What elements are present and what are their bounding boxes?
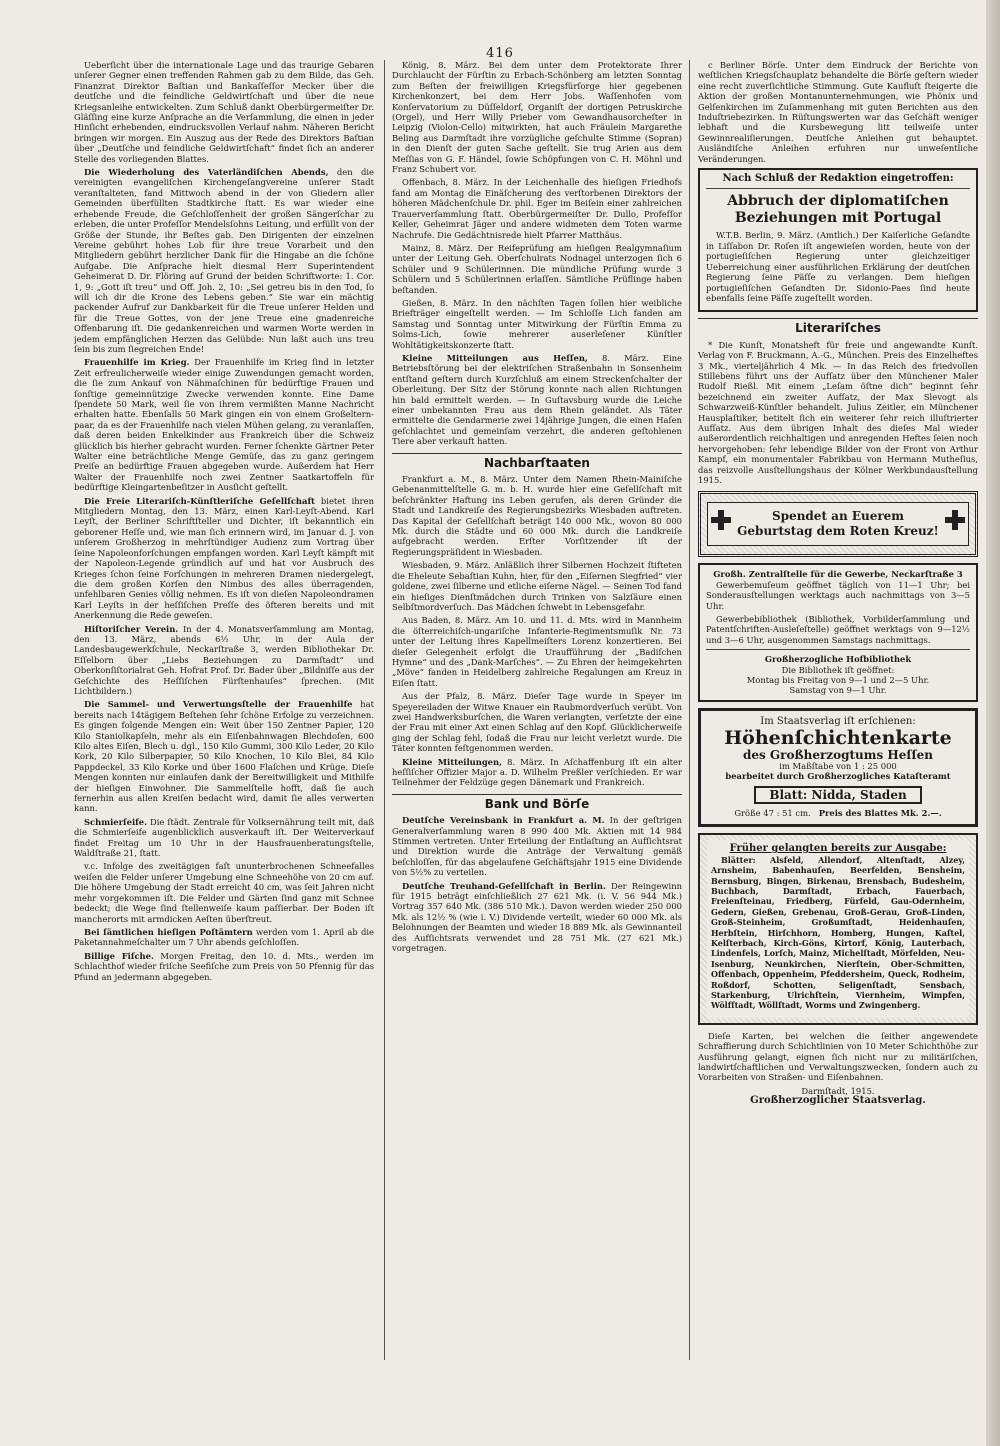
article-heading: Deutſche Vereinsbank in Frankfurt a. M. [402,815,605,826]
article-text: Dieſe Karten, bei welchen die ſeither angewendete Schraffierung durch Schichtlinien von 10 Meter Schichthöhe zur Ausführung gelangt, eignen ſich nicht nur zu militäriſchen, landwirtſchaftlichen und Verwaltungszwecken, ſondern auch zu Vorarbeiten von Straßen- und Eiſenbahnen. [698,1030,978,1083]
notice-text: Montag bis Freitag von 9—1 und 2—5 Uhr. [746,675,930,686]
publisher: Großherzoglicher Staatsverlag. [750,1095,926,1107]
cross-icon [945,510,965,530]
article-text: Frankfurt a. M., 8. März. Unter dem Namen Rhein-Mainiſche Gebenanmittelſtelle G. m. b. H. wurde hier eine Geſellſchaft mit beſchränkter Haftung ins Leben gerufen, als deren Gründer die Stadt und Landkreiſe des Regierungsbezirks Wiesbaden auftreten. Das Kapital der Geſellſchaft beträgt 140 000 Mk., wovon 80 000 Mk. durch die Städte und 60 000 Mk. durch die Landkreiſe aufgebracht werden. Erſter Vorſitzender iſt der Regierungspräſident in Wiesbaden. [392,474,682,557]
article-heading: Hiſtoriſcher Verein. [84,623,179,634]
article-heading: Kleine Mitteilungen aus Heſſen, [402,352,588,363]
article-text: hat bereits nach 14tägigem Beſtehen ſehr ſchöne Erfolge zu verzeichnen. Es gingen folgende Mengen ein: Weit über 150 Zentner Papier, 120 Kilo Staniolkapſeln, mehr als ein Eiſenbahnwagen Blechdoſen, 600 Kilo altes Eiſen, Blech u. dgl., 150 Kilo Gummi, 300 Kilo Leder, 20 Kilo Kork, 20 Kilo Silberpapier, 50 Kilo Knochen, 10 Kilo Blei, 84 Kilo Pappdeckel, 33 Kilo Korke und über 1600 Flaſchen und Krüge. Dieſe Mengen konnten nur einlaufen dank der Bereitwilligkeit und Mithilfe der hieſigen Einwohner. Die Sammelſtelle hofft, daß ſie auch fernerhin aus allen Kreiſen bedacht wird, damit ſie alles verwerten kann. [74,699,374,814]
column-rule [689,60,690,1360]
article-text: Mainz, 8. März. Der Reifeprüfung am hieſigen Realgymnaſium unter der Leitung Geh. Oberſchulrats Nodnagel unterzogen ſich 6 Schüler und 9 Schülerinnen. Die mündliche Prüfung wurde 3 Schülern und 5 Schülerinnen erlaſſen. Sämtliche Prüflinge haben beſtanden. [392,242,682,295]
scan-edge [986,0,1000,1446]
article-text: Die ſtädt. Zentrale für Volksernährung teilt mit, daß die Schmierſeife augenblicklich ausverkauft iſt. Der Weiterverkauf findet Freitag um 10 Uhr in der Hausfrauenberatungsſtelle, Waldſtraße 21, ſtatt. [74,816,374,859]
article-text: Ueberſicht über die internationale Lage und das traurige Gebaren unſerer Gegner einen treffenden Rahmen gab zu dem Bilde, das Geh. Finanzrat Direktor Baſtian und Bankaſſeſſor Mecker über die deutſche und die feindliche Geldwirtſchaft und über die neue Kriegsanleihe entwickelten. Zum Schluß dankt Oberbürgermeiſter Dr. Gläſſing eine kurze Anſprache an die Verſammlung, die einen in jeder Hinſicht erhebenden, eindrucksvollen Verlauf nahm. Näheren Bericht bringen wir morgen. Ein Auszug aus der Rede des Direktors Baſtian über „Deutſche und feindliche Geldwirtſchaft“ findet ſich an anderer Stelle des vorliegenden Blattes. [74,60,374,164]
ad-size: Größe 47 : 51 cm. [734,807,811,818]
column-rule [384,60,385,1360]
place-date: Darmſtadt, 1915. [801,1085,875,1096]
article-text: v.c. Infolge des zweitägigen faſt ununterbrochenen Schneefalles weiſen die Felder unſerer Umgebung eine Schneehöhe von 20 cm auf. Die höhere Umgebung der Stadt erreicht 40 cm, was ſeit Jahren nicht mehr vorgekommen iſt. Die Felder und Gärten ſind ganz mit Schnee bedeckt; die Wege ſind ſtellenweiſe kaum paſſierbar. Der Boden iſt mancherorts mit armdicken Aeſten überſtreut. [74,861,374,924]
notice-text: Die Bibliothek iſt geöffnet: [781,664,895,675]
map-advertisement [698,708,978,827]
ad-sheet: Blatt: Nidda, Staden [754,786,922,804]
article-text: Offenbach, 8. März. In der Leichenhalle des hieſigen Friedhofs fand am Montag die Einäſcherung des verſtorbenen Direktors der höheren Mädchenſchule Dr. phil. Eger im Beiſein einer zahlreichen Trauerverſammlung ſtatt. Oberbürgermeiſter Dr. Dullo, Profeſſor Keller, Geheimrat Jäger und andere widmeten dem Toten warme Nachrufe. Die Gedächtnisrede hielt Pfarrer Matthäus. [392,177,682,240]
zentral-notice [698,563,978,701]
section-heading: Bank und Börſe [392,794,682,809]
ad-intro: Im Staatsverlag iſt erſchienen: [760,715,916,727]
notice-heading: Großh. Zentralſtelle für die Gewerbe, Neckarſtraße 3 [713,569,963,580]
notice-heading: Großherzogliche Hofbibliothek [764,654,912,665]
article-text: Aus Baden, 8. März. Am 10. und 11. d. Mts. wird in Mannheim die öſterreichiſch-ungariſche Infanterie-Regimentsmuſik Nr. 73 unter der Leitung ihres Kapellmeiſters Lorenz konzertieren. Bei dieſer Gelegenheit erfolgt die Uraufführung der „Badiſchen Hymne“ und des „Dank-Marſches“. — Zu Ehren der heimgekehrten „Möve“ fanden in Heidelberg zahlreiche Regalungen am Kreuz in Eiſen ſtatt. [392,615,682,688]
article-heading: Die Freie Literariſch-Künſtleriſche Geſellſchaft [84,495,315,506]
article-text: Aus der Pfalz, 8. März. Dieſer Tage wurde in Speyer im Speyereiladen der Witwe Knauer ein Raubmordverſuch verübt. Von zwei Handwerksburſchen, die Waren verlangten, verſetzte der eine der Frau mit einer Axt einen Schlag auf den Kopf. Glücklicherweiſe ging der Schlag fehl, ſodaß die Frau nur leicht verletzt wurde. Die Täter konnten feſtgenommen werden. [392,691,682,754]
article-text: werden vom 1. April ab die Paketannahmeſchalter um 7 Uhr abends geſchloſſen. [74,926,374,948]
red-cross-ad [698,491,978,557]
notice-text: Samstag von 9—1 Uhr. [789,685,887,696]
article-text: In der 4. Monatsverſammlung am Montag, den 13. März, abends 6½ Uhr, in der Aula der Landesbaugewerkſchule, Neckarſtraße 3, werden Bibliothekar Dr. Eſſelborn über „Liebs Beziehungen zu Darmſtadt“ und Oberkonſiſtorialrat Geh. Hofrat Prof. Dr. Bader über „Bildniſſe aus der Geſchichte des Heſſiſchen Fürſtenhauſes“ ſprechen. (Mit Lichtbildern.) [74,623,374,696]
earlier-issues-box [698,833,978,1025]
article-heading: Die Wiederholung des Vaterländiſchen Abends, [84,167,329,178]
article-text: Der Frauenhilfe im Krieg ſind in letzter Zeit erfreulicherweiſe wieder einige Zuwendungen gemacht worden, die ſie zum Ankauf von Nähmaſchinen für bedürftige Frauen und ſonſtige gemeinnützige Zwecke verwenden konnte. Eine Dame ſpendete 50 Mark, weil ſie von ihrem vermißten Manne Nachricht erhalten hatte. Ebenſalls 50 Mark gingen ein von einem Großelternpaar, da es der Frauenhilfe nach vielen Mühen gelang, zu veranlaſſen, daß deren beiden Enkelkinder aus Frankreich über die Schweiz glücklich bis hierher gebracht wurden. Ferner ſchenkte Gärtner Peter Walter eine beträchtliche Menge Gemüſe, das zu ganz geringem Preiſe an bedürftige Frauen abgegeben wurde. Außerdem hat Herr Walter der Frauenhilfe noch zwei Zentner Saatkartoffeln für bedürftige Kleingartenbeſitzer in Ausſicht geſtellt. [74,357,374,493]
article-text: Der Reingewinn für 1915 beträgt einſchließlich 27 621 Mk. (i. V. 56 944 Mk.) Vortrag 357 640 Mk. (386 510 Mk.). Davon werden wieder 250 000 Mk. als 12½ % (wie i. V.) Dividende verteilt, wieder 60 000 Mk. als Belohnungen der Beamten und wieder 18 889 Mk. als Gewinnanteil des Aufſichtsrats verwendet und 28 751 Mk. (27 621 Mk.) vorgetragen. [392,880,682,954]
article-heading: Bei ſämtlichen hieſigen Poſtämtern [84,926,253,937]
article-text: * Die Kunſt, Monatsheft für freie und angewandte Kunſt. Verlag von F. Bruckmann, A.-G., München. Preis des Einzelheftes 3 Mk., vierteljährlich 4 Mk. — In das Reich des friedvollen Stillebens führt uns der Aufſatz über den Münchener Maler Rudolf Rießl. Mit einem „Leſam öſtne dich“ beginnt ſehr bezeichnend ein zweiter Aufſatz, der Max Slevogt als Schwarzweiß-Künſtler behandelt. Julius Zeitler, ein Münchener Hausplaſtiker, betitelt ſich ein weiterer ſehr reich illuſtrierter Aufſatz. Aus dem übrigen Inhalt des dieſes Mal wieder außerordentlich reichhaltigen und anregenden Heftes ſeien noch hervorgehoben: ſehr lebendige Bilder von der Front von Arthur Kampf, ein monumentaler Fabrikbau von Hermann Mutheſius, das reizvolle Ausſtellungshaus der Kölner Werkbundausſtellung 1915. [698,339,978,485]
article-heading: Deutſche Treuhand-Geſellſchaft in Berlin. [402,880,606,891]
article-heading: Kleine Mitteilungen, [402,756,503,767]
article-text: Morgen Freitag, den 10. d. Mts., werden im Schlachthof wieder friſche Seefiſche zum Preis von 50 Pfennig für das Pfund an jedermann abgegeben. [74,950,374,982]
article-heading: Die Sammel- und Verwertungsſtelle der Frauenhilfe [84,699,353,710]
notice-text: Gewerbebibliothek (Bibliothek, Vorbilderſammlung und Patentſchriften-Ausleſeſtelle) geöffnet werktags von 9—12½ und 3—6 Uhr, ausgenommen Samstags nachmittags. [706,614,970,645]
column-2 [392,60,682,1365]
ad-subtitle: des Großherzogtums Heſſen [742,748,934,763]
article-heading: Billige Fiſche. [84,950,154,961]
column-3 [698,60,978,1365]
article-heading: Schmierſeife. [84,816,147,827]
ad-author: bearbeitet durch Großherzogliches Kataſteramt [725,771,951,782]
ad-price: Preis des Blattes Mk. 2.—. [818,807,942,818]
article-text: bietet ihren Mitgliedern Montag, den 13. März, einen Karl-Leyſt-Abend. Karl Leyſt, der Berliner Schriftſteller und Dichter, iſt bekanntlich ein geborener Heſſe und, wie man ſich erinnern wird, im Januar d. J. von unſerem Großherzog in mehrſtündiger Audienz zum Vortrag über ſeine Napoleonforſchungen empfangen worden. Karl Leyſt kämpft mit der Napoleon-Legende gründlich auf und hat vor Ausbruch des Krieges ſchon ſeine Forſchungen in mehreren Dramen niedergelegt, die dem großen Korſen den Nimbus des alles überragenden, unfehlbaren Genies völlig nehmen. Es iſt von dieſen Napoleondramen Karl Leyſts in der heſſiſchen Preſſe des öfteren bereits und mit Anerkennung die Rede geweſen. [74,495,374,621]
article-text: 8. März. Eine Betriebsſtörung bei der elektriſchen Straßenbahn in Sonsenheim entſtand geſtern durch Kurzſchluß am einem Streckenſchalter der Oberleitung. Der Sitz der Störung konnte nach allen Richtungen hin bald ermittelt werden. — In Guſtavsburg wurde die Leiche einer unbekannten Frau aus dem Rhein geländet. Als Täter ermittelte die Gendarmerie zwei 14jährige Jungen, die einen Haſen geſchlachtet und gemeinſam verzehrt, die anderen geſtohlenen Tiere aber verkauft hatten. [392,352,682,447]
article-text: Wiesbaden, 9. März. Anläßlich ihrer Silbernen Hochzeit ſtifteten die Eheleute Sebaſtian Kuhn, hier, für den „Eiſernen Siegfried“ vier goldene, zwei ſilberne und etliche eiſerne Nägel. — Seinen Tod fand ein hieſiges Dienſtmädchen durch Trinken von Salzſäure einen Selbſtmordverſuch. Das Mädchen ſchwebt in Lebensgefahr. [392,560,682,612]
page-number: 416 [486,46,514,61]
section-heading: Literariſches [698,318,978,333]
article-heading: Frauenhilfe im Krieg. [84,357,190,368]
red-cross-text: Spendet an Euerem Geburtstag dem Roten Kreuz! [707,502,969,546]
article-text: den die vereinigten evangeliſchen Kirchengeſangvereine unſerer Stadt veranſtalteten, fand Mittwoch abend in der von Gliedern aller Gemeinden überfüllten Stadtkirche ſtatt. Es war wieder eine erhebende Freude, die Geſchloſſenheit der großen Sängerſchar zu erleben, die unter Profeſſor Mendelsſohns Leitung, und erfüllt von der Größe der Stunde, ihr Beſtes gab. Den Dirigenten der einzelnen Vereine gebührt hohes Lob für ihre treue Vorarbeit und den Mitgliedern gebührt herzlicher Dank für die Hingabe an die ſchöne Aufgabe. Die Anſprache hielt diesmal Herr Superintendent Geheimerat D. Dr. Flöring auf Grund der beiden Schriftworte: 1. Cor. 1, 9: „Gott iſt treu“ und Off. Joh. 2, 10: „Sei getreu bis in den Tod, ſo will ich dir die Krone des Lebens geben.“ Sie war ein mächtig packender Aufruf zur Dankbarkeit für die Treue unſerer Helden und für die Treue Gottes, von der jene Treue eine gnadenreiche Offenbarung iſt. Die gedankenreichen und warmen Worte werden in jedem empfänglichen Herzen das Gelübde: Nun laßt auch uns treu ſein bis zum ſiegreichen Ende! [74,167,374,354]
column-1 [74,60,374,1365]
article-text: Gießen, 8. März. In den nächſten Tagen ſollen hier weibliche Briefträger eingeſtellt werden. — Im Schloſſe Lich fanden am Samstag und Sonntag unter Mitwirkung der Fürſtin Emma zu Solms-Lich, ſowie mehrerer auserleſener Künſtler Wohltätigkeitskonzerte ſtatt. [392,297,682,350]
divider [706,649,970,650]
article-text: In der geſtrigen Generalverſammlung waren 8 990 400 Mk. Aktien mit 14 984 Stimmen vertreten. Unter Erteilung der Entlaſtung an Aufſichtsrat und Direktion wurde die Anträge der Verwaltung gemäß beſchloſſen, für das abgelaufene Geſchäftsjahr 1915 eine Dividende von 5½% zu verteilen. [392,815,682,878]
notice-text: Gewerbemuſeum geöffnet täglich von 11—1 Uhr; bei Sonderausſtellungen werktags auch nachmittags von 3—5 Uhr. [706,579,970,611]
article-text: c Berliner Börſe. Unter dem Eindruck der Berichte von weſtlichen Kriegsſchauplatz behandelte die Börſe geſtern wieder eine recht zuverſichtliche Stimmung. Gute Kaufluſt ſteigerte die Aktion der großen Montanunternehmungen, wie Phönix und Gelſenkirchen im Zuſammenhang mit guten Berichten aus den Induſtriebezirken. In Rüſtungswerten war das Geſchäft weniger lebhaft und die Kursbewegung litt teilweiſe unter Gewinnrealiſierungen. Deutſche Anleihen gut behauptet. Ausländiſche Anleihen erfuhren nur unweſentliche Veränderungen. [698,60,978,164]
article-text: König, 8. März. Bei dem unter dem Protektorate Ihrer Durchlaucht der Fürſtin zu Erbach-Schönberg am letzten Sonntag zum Beſten der freiwilligen Kriegsfürſorge hier gegebenen Kirchenkonzert, bei dem Herr Jobs. Waſſenhofen vom Konſervatorium zu Düſſeldorf, Organiſt der dortigen Petruskirche (Orgel), und Herr Willy Prieber vom Gewandhausorcheſter in Leipzig (Violon-Cello) mitwirkten, hat auch Fräulein Margarethe Beling aus Darmſtadt ihre vorzügliche geſchulte Stimme (Sopran) in den Dienſt der guten Sache geſtellt. Sie trug Arien aus dem Meſſias von G. F. Händel, ſowie Schöpfungen von C. H. Möhnl und Franz Schubert vor. [392,60,682,175]
earlier-heading: Früher gelangten bereits zur Ausgabe: [729,843,947,855]
late-news-body: W.T.B. Berlin, 9. März. (Amtlich.) Der Kaiſerliche Geſandte in Liſſabon Dr. Roſen iſt angewieſen worden, heute von der portugieſiſchen Regierung unter gleichzeitiger Ueberreichung einer ausführlichen Erklärung der deutſchen Regierung ſeine Päſſe zu verlangen. Dem hieſigen portugieſiſchen Geſandten Dr. Sidonio-Paes ſind heute ebenfalls ſeine Päſſe zugeſtellt worden. [706,230,970,303]
late-news-box [698,168,978,312]
article-text: 8. März. In Aſchaffenburg iſt ein alter heſſiſcher Offizier Major a. D. Wilhelm Preßler verſchieden. Er war Teilnehmer der Feldzüge gegen Dänemark und Frankreich. [392,756,682,788]
earlier-list: Blätter: Alsfeld, Allendorf, Altenſtadt, Alzey, Arnsheim, Babenhauſen, Beerfelden, Bensheim, Bernsburg, Bingen, Birkenau, Brensbach, Budesheim, Buchbach, Darmſtadt, Erbach, Fauerbach, Freienſteinau, Friedberg, Fürfeld, Gau-Odernheim, Gedern, Gießen, Grebenau, Groß-Gerau, Groß-Linden, Groß-Steinheim, Großumſtadt, Heidenhauſen, Herbſtein, Hirſchhorn, Homberg, Hungen, Kaſtel, Kelſterbach, Kirch-Göns, Kirtorf, König, Lauterbach, Lindenfels, Lorſch, Mainz, Michelſtadt, Mörfelden, Neu-Isenburg, Neunkirchen, Nierſtein, Ober-Schmitten, Offenbach, Oppenheim, Pfeddersheim, Queck, Rodheim, Roßdorf, Schotten, Seligenſtadt, Sensbach, Starkenburg, Ulrichſtein, Viernheim, Wimpfen, Wölfſtadt, Wöllſtadt, Worms und Zwingenberg. [711,854,965,1011]
late-news-title: Abbruch der diplomatiſchen Beziehungen mit Portugal [727,193,949,227]
divider [706,188,970,189]
section-heading: Nachbarſtaaten [392,453,682,468]
late-news-label: Nach Schluß der Redaktion eingetroffen: [722,173,954,185]
cross-icon [711,510,731,530]
ad-title: Höhenſchichtenkarte [724,727,952,750]
ad-scale: im Maßſtabe von 1 : 25 000 [779,760,897,771]
